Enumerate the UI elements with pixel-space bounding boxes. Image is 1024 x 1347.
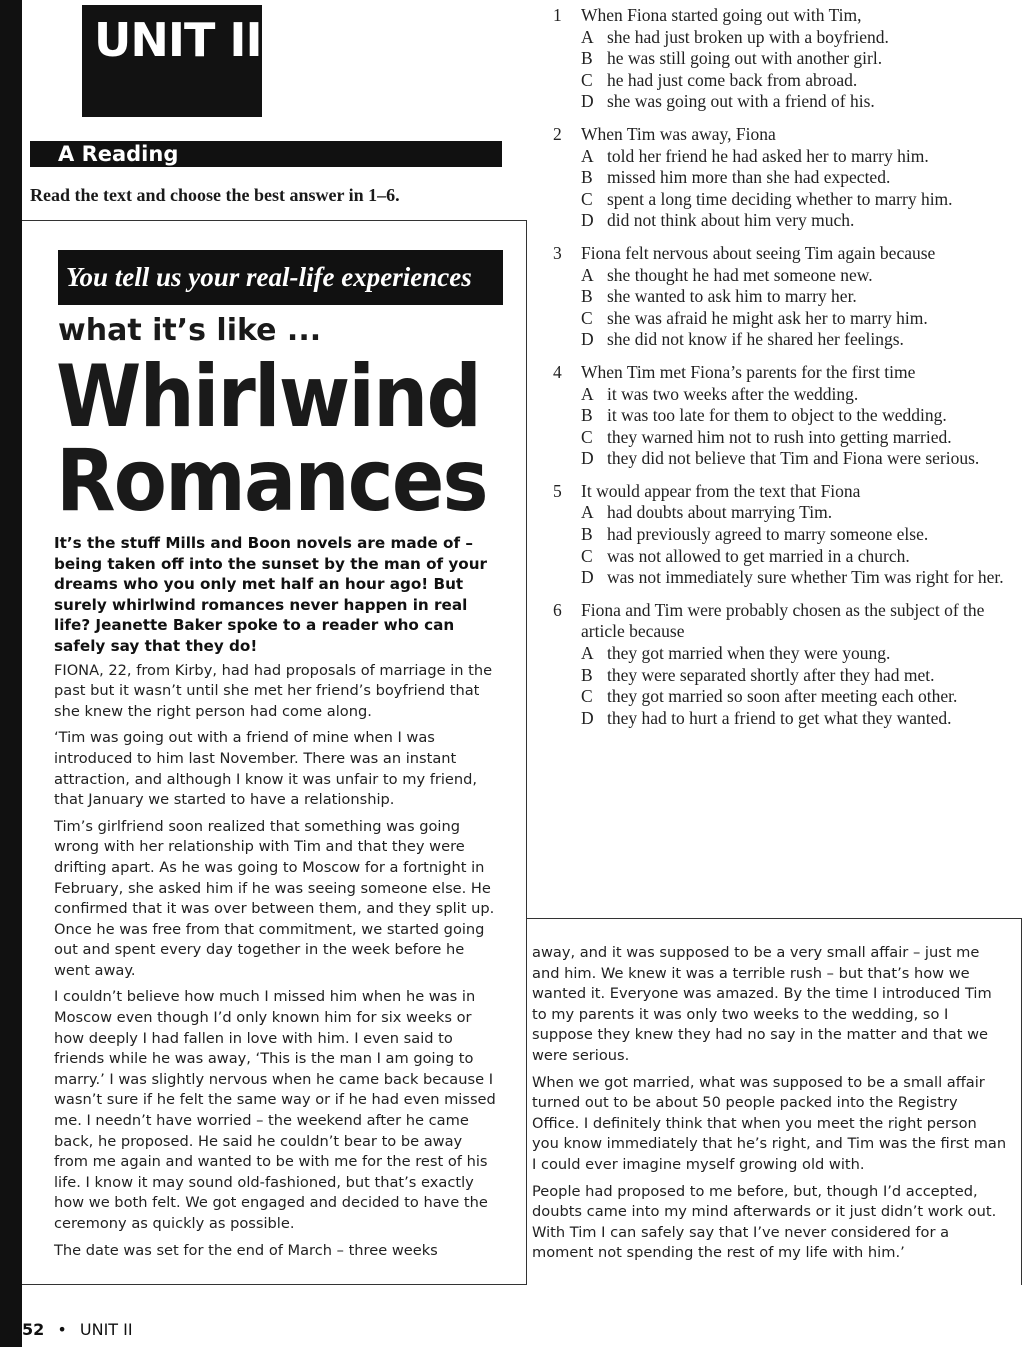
option-letter: A [581, 264, 594, 285]
article-column-left [54, 533, 499, 1267]
article-paragraph: The date was set for the end of March – three weeks [54, 1241, 438, 1259]
option-text: he was still going out with another girl. [607, 48, 883, 69]
answer-option [581, 210, 1023, 232]
article-paragraph: away, and it was supposed to be a very small affair – just me and him. We knew it was a terrible rush – but that’s how we wanted it. Everyone was amazed. By the time I introduced Tim to my parents it was only two weeks to the wedding, so I suppose they knew they had no say in the matter and that we were serious. [532, 944, 992, 1064]
option-letter: A [581, 643, 594, 664]
option-text: she did not know if he shared her feelings. [607, 329, 904, 350]
footer-separator: • [57, 1320, 67, 1339]
question-number: 1 [553, 5, 562, 25]
option-letter: D [581, 329, 594, 350]
option-letter: A [581, 502, 594, 523]
question-6 [545, 600, 1023, 730]
option-letter: B [581, 167, 593, 188]
section-label: A Reading [58, 142, 179, 166]
section-bar [30, 141, 502, 167]
answer-option [581, 448, 1023, 470]
answer-option [581, 384, 1023, 406]
question-number: 2 [553, 123, 562, 144]
question-1 [545, 5, 1023, 113]
option-text: missed him more than she had expected. [607, 167, 891, 188]
option-letter: D [581, 91, 594, 112]
option-text: they did not believe that Tim and Fiona were serious. [607, 448, 980, 469]
option-text: she was afraid he might ask her to marry him. [607, 307, 928, 328]
question-number: 5 [553, 480, 562, 501]
option-text: he had just come back from abroad. [607, 69, 858, 90]
answer-option [581, 329, 1023, 351]
option-letter: C [581, 545, 593, 566]
answer-option [581, 265, 1023, 287]
option-text: they were separated shortly after they had met. [607, 664, 935, 685]
question-3 [545, 243, 1023, 351]
page-number: 52 [22, 1320, 45, 1339]
article-paragraph: When we got married, what was supposed to be a small affair turned out to be about 50 people packed into the Registry Office. I definitely think that when you meet the right person you know immediately that he’s right, and Tim was the first man I could ever imagine myself growing old with. [532, 1073, 1007, 1173]
question-2 [545, 124, 1023, 232]
question-stem: It would appear from the text that Fiona [581, 480, 861, 501]
question-4 [545, 362, 1023, 470]
unit-title: UNIT II [94, 13, 262, 67]
question-number: 3 [553, 242, 562, 263]
option-letter: B [581, 405, 593, 426]
answer-option [581, 643, 1023, 665]
answer-option [581, 167, 1023, 189]
answer-option [581, 146, 1023, 168]
option-letter: C [581, 188, 593, 209]
answer-option [581, 27, 1023, 49]
answer-option [581, 502, 1023, 524]
option-text: did not think about him very much. [607, 210, 855, 231]
answer-option [581, 708, 1023, 730]
option-letter: A [581, 383, 594, 404]
option-text: was not immediately sure whether Tim was right for her. [607, 567, 1004, 588]
option-text: they got married so soon after meeting each other. [607, 686, 958, 707]
article-subhead: what it’s like ... [58, 313, 322, 348]
question-number: 4 [553, 361, 562, 382]
option-text: spent a long time deciding whether to marry him. [607, 188, 953, 209]
unit-header-box [82, 5, 262, 117]
article-standfirst: It’s the stuff Mills and Boon novels are made of – being taken off into the sunset by the man of your dreams who you only met half an hour ago! But surely whirlwind romances never happen in real life? Jeanette Baker spoke to a reader who can safely say that they do! [54, 534, 488, 655]
article-paragraph: Tim’s girlfriend soon realized that something was going wrong with her relationship with Tim and that they were drifting apart. As he was going to Moscow for a fortnight in February, she asked him if he was seeing someone else. He confirmed that it was over between them, and they split up. Once he was free from that commitment, we started going out and spent every day together in the week before he went away. [54, 817, 495, 979]
option-letter: D [581, 567, 594, 588]
book-spine-edge [0, 0, 22, 1347]
option-text: she had just broken up with a boyfriend. [607, 26, 889, 47]
answer-option [581, 524, 1023, 546]
article-title-line-2: Romances [56, 431, 487, 531]
option-letter: C [581, 69, 593, 90]
answer-option [581, 427, 1023, 449]
answer-option [581, 405, 1023, 427]
option-text: she thought he had met someone new. [607, 264, 873, 285]
question-stem: Fiona felt nervous about seeing Tim again because [581, 242, 936, 263]
option-text: they warned him not to rush into getting married. [607, 426, 952, 447]
question-stem: When Tim was away, Fiona [581, 123, 776, 144]
page-footer [22, 1320, 133, 1339]
option-letter: B [581, 286, 593, 307]
option-text: she was going out with a friend of his. [607, 91, 875, 112]
banner-text: You tell us your real-life experiences [66, 262, 472, 292]
article-column-right [532, 943, 1007, 1270]
answer-option [581, 70, 1023, 92]
option-text: she wanted to ask him to marry her. [607, 286, 857, 307]
option-text: had previously agreed to marry someone else. [607, 524, 929, 545]
footer-unit-label: UNIT II [79, 1320, 133, 1339]
option-letter: C [581, 426, 593, 447]
article-title-line-1: Whirlwind [56, 347, 481, 447]
option-text: they had to hurt a friend to get what they wanted. [607, 707, 952, 728]
option-text: they got married when they were young. [607, 643, 891, 664]
answer-option [581, 48, 1023, 70]
question-5 [545, 481, 1023, 589]
answer-option [581, 567, 1023, 589]
question-number: 6 [553, 599, 562, 620]
article-banner [58, 250, 503, 305]
article-paragraph: People had proposed to me before, but, though I’d accepted, doubts came into my mind afterwards or it just didn’t work out. With Tim I can safely say that I’ve never considered for a moment not spending the rest of my life with him.’ [532, 1182, 997, 1262]
question-stem: When Fiona started going out with Tim, [581, 5, 862, 25]
question-stem: When Tim met Fiona’s parents for the first time [581, 361, 916, 382]
article-paragraph: I couldn’t believe how much I missed him when he was in Moscow even though I’d only known him for six weeks or how deeply I had fallen in love with him. I even said to friends while he was away, ‘This is the man I am going to marry.’ I was slightly nervous when he came back because I wasn’t sure if he felt the same way or if he had even missed me. I needn’t have worried – the weekend after he came back, he proposed. He said he couldn’t bear to be away from me again and wanted to be with me for the rest of his life. I know it may sound old-fashioned, but that’s exactly how we both felt. We got engaged and decided to have the ceremony as quickly as possible. [54, 988, 496, 1232]
question-stem: Fiona and Tim were probably chosen as the subject of the article because [581, 599, 985, 642]
answer-option [581, 308, 1023, 330]
article-paragraph: FIONA, 22, from Kirby, had had proposals of marriage in the past but it wasn’t until she met her friend’s boyfriend that she knew the right person had come along. [54, 661, 493, 720]
option-letter: D [581, 210, 594, 231]
answer-option [581, 546, 1023, 568]
option-text: it was two weeks after the wedding. [607, 383, 859, 404]
question-list [545, 5, 1023, 740]
option-letter: B [581, 48, 593, 69]
answer-option [581, 686, 1023, 708]
option-letter: A [581, 145, 594, 166]
option-letter: A [581, 26, 594, 47]
task-instruction: Read the text and choose the best answer in 1–6. [30, 185, 400, 205]
answer-option [581, 286, 1023, 308]
article-paragraph: ‘Tim was going out with a friend of mine when I was introduced to him last November. There was an instant attraction, and although I know it was unfair to my friend, that January we started to have a relationship. [54, 729, 478, 809]
option-text: was not allowed to get married in a church. [607, 545, 910, 566]
option-letter: C [581, 686, 593, 707]
option-letter: B [581, 524, 593, 545]
answer-option [581, 189, 1023, 211]
option-letter: D [581, 448, 594, 469]
option-letter: B [581, 664, 593, 685]
option-letter: D [581, 707, 594, 728]
option-text: had doubts about marrying Tim. [607, 502, 833, 523]
option-letter: C [581, 307, 593, 328]
option-text: told her friend he had asked her to marry him. [607, 145, 929, 166]
answer-option [581, 91, 1023, 113]
option-text: it was too late for them to object to the wedding. [607, 405, 947, 426]
answer-option [581, 665, 1023, 687]
